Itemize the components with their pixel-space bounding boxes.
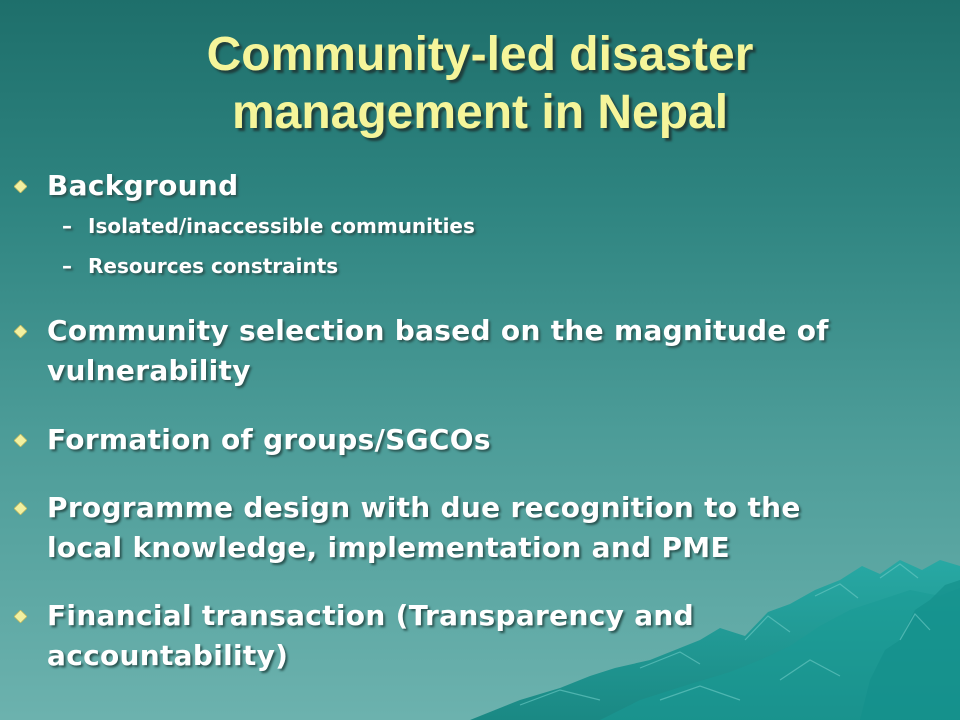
bullet-text-line-2: accountability) (47, 639, 289, 672)
bullet-text (47, 488, 937, 568)
slide-title (80, 26, 880, 142)
sub-bullet-dash: – (62, 214, 72, 238)
bullet-text-line-2: local knowledge, implementation and PME (47, 531, 730, 564)
diamond-bullet-icon (14, 325, 27, 338)
sub-bullet-text: Resources constraints (88, 254, 339, 278)
bullet-text (47, 596, 937, 676)
sub-bullet-isolated-communities (62, 212, 922, 240)
diamond-bullet-icon (14, 180, 27, 193)
bullet-text: Background (47, 169, 239, 202)
sub-bullet-resources-constraints (62, 252, 922, 280)
slide-title-line-1: Community-led disaster (206, 28, 754, 81)
sub-bullet-text: Isolated/inaccessible communities (88, 214, 475, 238)
sub-bullet-dash: – (62, 254, 72, 278)
bullet-text-line-1: Community selection based on the magnitude of (47, 314, 829, 347)
diamond-bullet-icon (14, 502, 27, 515)
bullet-text (47, 311, 937, 391)
bullet-text: Formation of groups/SGCOs (47, 423, 491, 456)
bullet-text-line-1: Programme design with due recognition to the (47, 491, 801, 524)
bullet-text-line-2: vulnerability (47, 354, 251, 387)
diamond-bullet-icon (14, 434, 27, 447)
diamond-bullet-icon (14, 610, 27, 623)
slide-title-line-2: management in Nepal (231, 86, 729, 139)
bullet-text-line-1: Financial transaction (Transparency and (47, 599, 694, 632)
